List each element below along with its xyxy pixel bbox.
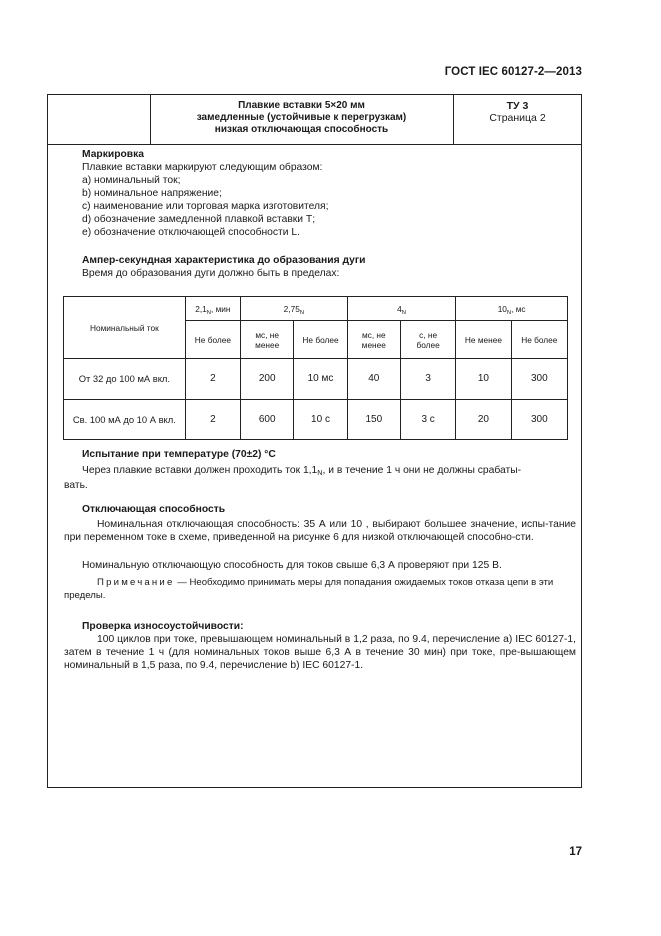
- table-cell: 3: [400, 359, 455, 400]
- marking-intro: Плавкие вставки маркируют следующим образом:: [82, 162, 323, 173]
- title-block-blank-cell: [48, 95, 151, 144]
- page-number: 17: [569, 846, 582, 858]
- temp-test-paragraph-cont: вать.: [64, 480, 88, 491]
- subheader-cell: Не более: [185, 321, 240, 359]
- title-block-title: [150, 95, 454, 144]
- table-cell: 40: [347, 359, 400, 400]
- breaking-note: Примечание — Необходимо принимать меры для попадания ожидаемых токов отказа цепи в эти пределы.: [64, 577, 554, 601]
- group-header-cell: $10_N$, мс: [456, 297, 568, 321]
- amp-second-heading: Ампер-секундная характеристика до образования дуги: [82, 255, 366, 266]
- group-header-cell: $4_N$: [347, 297, 456, 321]
- time-current-table: [63, 296, 568, 440]
- temp-test-paragraph: Через плавкие вставки должен проходить ток $1,1_N$, и в течение 1 ч они не должны срабаты-: [82, 465, 522, 477]
- standard-code: ГОСТ IEC 60127-2—2013: [444, 66, 582, 78]
- row-label-cell: Св. 100 мА до 10 А вкл.: [64, 400, 186, 440]
- table-cell: 300: [511, 359, 567, 400]
- list-item: d) обозначение замедленной плавкой вставки Т;: [82, 214, 316, 225]
- subheader-cell: мс, не менее: [347, 321, 400, 359]
- table-cell: 150: [347, 400, 400, 440]
- title-line: замедленные (устойчивые к перегрузкам): [196, 112, 407, 123]
- table-cell: 10 мс: [294, 359, 347, 400]
- endurance-heading: Проверка износоустойчивости:: [82, 621, 244, 632]
- list-item: e) обозначение отключающей способности L.: [82, 227, 300, 238]
- table-cell: 20: [456, 400, 511, 440]
- amp-second-intro: Время до образования дуги должно быть в пределах:: [82, 268, 340, 279]
- subheader-cell: с, не более: [400, 321, 455, 359]
- sheet-page: Страница 2: [489, 112, 546, 124]
- subheader-cell: Не менее: [456, 321, 511, 359]
- title-block-sheet: [454, 95, 581, 144]
- title-block: [48, 95, 581, 145]
- table-cell: 2: [185, 400, 240, 440]
- table-cell: 2: [185, 359, 240, 400]
- breaking-heading: Отключающая способность: [82, 504, 226, 515]
- marking-heading: Маркировка: [82, 149, 144, 160]
- breaking-paragraph: Номинальная отключающая способность: 35 А или 10 , выбирают большее значение, испы-тание при переменном токе в схеме, приведенной на рисунке 6 для низкой отключающей способно-сти.: [64, 519, 576, 543]
- list-item: a) номинальный ток;: [82, 175, 181, 186]
- subheader-cell: Не более: [511, 321, 567, 359]
- table-cell: 10 с: [294, 400, 347, 440]
- list-item: b) номинальное напряжение;: [82, 188, 222, 199]
- title-line: Плавкие вставки 5×20 мм: [238, 100, 365, 111]
- table-row: [64, 400, 568, 440]
- subheader-cell: Не более: [294, 321, 347, 359]
- row-header-cell: Номинальный ток: [64, 297, 186, 359]
- title-line: низкая отключающая способность: [214, 124, 389, 135]
- document-frame: [47, 94, 582, 788]
- breaking-paragraph-2: Номинальную отключающую способность для токов свыше 6,3 А проверяют при 125 В.: [82, 560, 502, 571]
- list-item: c) наименование или торговая марка изготовителя;: [82, 201, 329, 212]
- table-row: [64, 359, 568, 400]
- table-cell: 10: [456, 359, 511, 400]
- group-header-cell: $2,1_N$, мин: [185, 297, 240, 321]
- table-cell: 300: [511, 400, 567, 440]
- group-header-cell: $2,75_N$: [241, 297, 348, 321]
- table-cell: 3 с: [400, 400, 455, 440]
- sheet-code: ТУ 3: [506, 100, 529, 112]
- row-label-cell: От 32 до 100 мА вкл.: [64, 359, 186, 400]
- table-cell: 200: [241, 359, 294, 400]
- subheader-cell: мс, не менее: [241, 321, 294, 359]
- table-cell: 600: [241, 400, 294, 440]
- endurance-paragraph: 100 циклов при токе, превышающем номинальный в 1,2 раза, по 9.4, перечисление а) IEC 60127-1, затем в течение 1 ч (для номинальных токов выше 6,3 А в течение 30 мин) при токе, пре-вышающем номинальный в 1,5 раза, по 9.4, перечисление b) IEC 60127-1.: [64, 634, 576, 671]
- temp-test-heading: Испытание при температуре (70±2) °С: [82, 449, 276, 460]
